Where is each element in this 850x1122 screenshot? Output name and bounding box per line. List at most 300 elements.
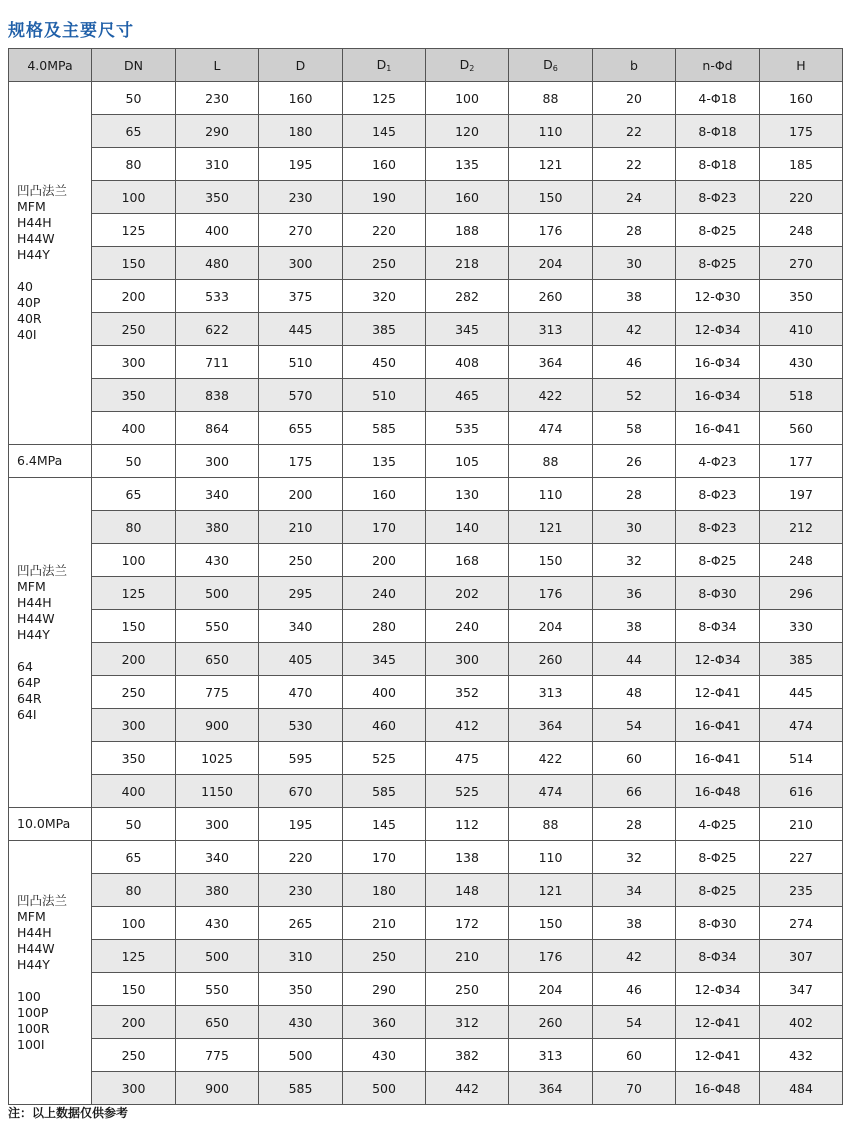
table-cell: 500 — [176, 577, 259, 610]
table-body — [9, 82, 843, 1105]
table-cell: 330 — [760, 610, 843, 643]
table-cell: 16-Φ48 — [676, 775, 760, 808]
header-l: L — [176, 49, 259, 82]
table-cell: 300 — [92, 1072, 176, 1105]
table-cell: 70 — [593, 1072, 676, 1105]
table-cell: 8-Φ30 — [676, 907, 760, 940]
table-cell: 250 — [259, 544, 343, 577]
model-line: H44Y — [17, 956, 50, 972]
table-cell: 711 — [176, 346, 259, 379]
table-cell: 12-Φ41 — [676, 676, 760, 709]
table-cell: 300 — [426, 643, 509, 676]
table-row — [9, 445, 843, 478]
page-title: 规格及主要尺寸 — [8, 21, 134, 41]
table-cell: 220 — [760, 181, 843, 214]
table-cell: 202 — [426, 577, 509, 610]
table-cell: 112 — [426, 808, 509, 841]
table-cell: 210 — [426, 940, 509, 973]
table-cell: 475 — [426, 742, 509, 775]
table-cell: 160 — [426, 181, 509, 214]
table-cell: 210 — [343, 907, 426, 940]
table-cell: 410 — [760, 313, 843, 346]
table-cell: 230 — [259, 874, 343, 907]
table-cell: 350 — [760, 280, 843, 313]
table-cell: 430 — [343, 1039, 426, 1072]
table-cell: 300 — [176, 808, 259, 841]
model-line: 64R — [17, 690, 42, 706]
table-cell: 240 — [343, 577, 426, 610]
table-cell: 445 — [760, 676, 843, 709]
table-cell: 352 — [426, 676, 509, 709]
table-cell: 150 — [92, 247, 176, 280]
table-cell: 400 — [92, 412, 176, 445]
table-cell: 8-Φ25 — [676, 874, 760, 907]
table-cell: 30 — [593, 511, 676, 544]
table-cell: 176 — [509, 940, 593, 973]
table-cell: 22 — [593, 115, 676, 148]
table-cell: 290 — [343, 973, 426, 1006]
model-line: H44Y — [17, 626, 50, 642]
table-cell: 347 — [760, 973, 843, 1006]
table-cell: 46 — [593, 973, 676, 1006]
pressure-label: 6.4MPa — [9, 445, 92, 478]
table-row — [9, 1072, 843, 1105]
table-cell: 32 — [593, 841, 676, 874]
table-cell: 66 — [593, 775, 676, 808]
table-cell: 105 — [426, 445, 509, 478]
table-cell: 185 — [760, 148, 843, 181]
table-cell: 120 — [426, 115, 509, 148]
table-cell: 42 — [593, 940, 676, 973]
table-cell: 8-Φ23 — [676, 181, 760, 214]
table-cell: 34 — [593, 874, 676, 907]
table-cell: 265 — [259, 907, 343, 940]
table-cell: 12-Φ34 — [676, 313, 760, 346]
table-row — [9, 841, 843, 874]
table-cell: 80 — [92, 148, 176, 181]
table-cell: 530 — [259, 709, 343, 742]
table-cell: 350 — [92, 379, 176, 412]
table-cell: 125 — [92, 214, 176, 247]
table-cell: 160 — [760, 82, 843, 115]
table-cell: 110 — [509, 841, 593, 874]
header-d1 — [343, 49, 426, 82]
table-cell: 88 — [509, 445, 593, 478]
table-cell: 260 — [509, 643, 593, 676]
table-cell: 8-Φ23 — [676, 478, 760, 511]
table-cell: 200 — [343, 544, 426, 577]
table-cell: 88 — [509, 808, 593, 841]
table-cell: 50 — [92, 445, 176, 478]
header-d1-label: $D_1$ — [376, 57, 392, 73]
table-row — [9, 775, 843, 808]
table-cell: 480 — [176, 247, 259, 280]
table-cell: 8-Φ23 — [676, 511, 760, 544]
table-cell: 364 — [509, 709, 593, 742]
table-cell: 8-Φ34 — [676, 610, 760, 643]
table-cell: 52 — [593, 379, 676, 412]
table-cell: 400 — [92, 775, 176, 808]
table-cell: 670 — [259, 775, 343, 808]
table-row — [9, 1039, 843, 1072]
table-cell: 195 — [259, 808, 343, 841]
table-cell: 150 — [92, 973, 176, 1006]
table-cell: 364 — [509, 346, 593, 379]
table-row — [9, 115, 843, 148]
table-cell: 432 — [760, 1039, 843, 1072]
header-d2 — [426, 49, 509, 82]
table-cell: 250 — [343, 940, 426, 973]
table-cell: 180 — [343, 874, 426, 907]
table-cell: 510 — [259, 346, 343, 379]
table-row — [9, 511, 843, 544]
model-line: 凹凸法兰 — [17, 183, 68, 198]
table-cell: 310 — [176, 148, 259, 181]
table-cell: 200 — [92, 643, 176, 676]
table-cell: 54 — [593, 1006, 676, 1039]
table-cell: 12-Φ41 — [676, 1006, 760, 1039]
table-cell: 838 — [176, 379, 259, 412]
table-cell: 550 — [176, 610, 259, 643]
model-line: H44Y — [17, 247, 50, 262]
table-cell: 138 — [426, 841, 509, 874]
table-cell: 177 — [760, 445, 843, 478]
table-cell: 500 — [343, 1072, 426, 1105]
table-cell: 405 — [259, 643, 343, 676]
table-cell: 8-Φ18 — [676, 148, 760, 181]
table-row — [9, 742, 843, 775]
table-row — [9, 940, 843, 973]
table-cell: 100 — [426, 82, 509, 115]
table-cell: 408 — [426, 346, 509, 379]
table-cell: 190 — [343, 181, 426, 214]
header-row — [9, 49, 843, 82]
table-row — [9, 313, 843, 346]
table-cell: 150 — [92, 610, 176, 643]
table-cell: 340 — [176, 841, 259, 874]
table-cell: 204 — [509, 610, 593, 643]
table-row — [9, 709, 843, 742]
table-cell: 170 — [343, 841, 426, 874]
table-cell: 80 — [92, 874, 176, 907]
table-cell: 250 — [92, 676, 176, 709]
table-cell: 250 — [92, 1039, 176, 1072]
table-cell: 380 — [176, 511, 259, 544]
table-cell: 22 — [593, 148, 676, 181]
table-row — [9, 610, 843, 643]
table-cell: 24 — [593, 181, 676, 214]
table-cell: 585 — [343, 412, 426, 445]
table-cell: 188 — [426, 214, 509, 247]
table-cell: 313 — [509, 676, 593, 709]
table-cell: 176 — [509, 577, 593, 610]
table-row — [9, 1006, 843, 1039]
table-cell: 422 — [509, 742, 593, 775]
table-cell: 38 — [593, 280, 676, 313]
table-cell: 250 — [343, 247, 426, 280]
table-cell: 313 — [509, 1039, 593, 1072]
model-line: 100R — [17, 1020, 50, 1036]
model-line: 100P — [17, 1004, 49, 1020]
table-cell: 422 — [509, 379, 593, 412]
table-cell: 535 — [426, 412, 509, 445]
table-cell: 616 — [760, 775, 843, 808]
table-cell: 300 — [92, 346, 176, 379]
table-cell: 4-Φ23 — [676, 445, 760, 478]
table-cell: 235 — [760, 874, 843, 907]
table-cell: 430 — [760, 346, 843, 379]
table-row — [9, 907, 843, 940]
table-cell: 260 — [509, 280, 593, 313]
table-cell: 204 — [509, 973, 593, 1006]
table-cell: 240 — [426, 610, 509, 643]
table-cell: 248 — [760, 214, 843, 247]
table-row — [9, 280, 843, 313]
model-line: 40P — [17, 295, 41, 310]
table-cell: 16-Φ41 — [676, 412, 760, 445]
table-cell: 16-Φ41 — [676, 709, 760, 742]
table-cell: 313 — [509, 313, 593, 346]
table-cell: 8-Φ25 — [676, 841, 760, 874]
header-d6-label: $D_6$ — [543, 57, 558, 73]
table-row — [9, 181, 843, 214]
table-cell: 274 — [760, 907, 843, 940]
table-cell: 145 — [343, 808, 426, 841]
table-cell: 260 — [509, 1006, 593, 1039]
model-line: H44W — [17, 940, 55, 956]
table-cell: 26 — [593, 445, 676, 478]
table-cell: 8-Φ34 — [676, 940, 760, 973]
table-cell: 560 — [760, 412, 843, 445]
table-row — [9, 643, 843, 676]
model-description — [9, 82, 92, 445]
table-cell: 474 — [509, 412, 593, 445]
table-cell: 585 — [343, 775, 426, 808]
table-cell: 300 — [92, 709, 176, 742]
table-cell: 345 — [426, 313, 509, 346]
table-cell: 8-Φ30 — [676, 577, 760, 610]
header-b: b — [593, 49, 676, 82]
table-row — [9, 247, 843, 280]
model-line: H44H — [17, 594, 52, 610]
table-row — [9, 214, 843, 247]
header-subscript: 1 — [386, 64, 392, 73]
table-cell: 340 — [176, 478, 259, 511]
table-cell: 16-Φ48 — [676, 1072, 760, 1105]
table-cell: 296 — [760, 577, 843, 610]
table-cell: 655 — [259, 412, 343, 445]
table-cell: 385 — [760, 643, 843, 676]
table-cell: 500 — [259, 1039, 343, 1072]
table-cell: 180 — [259, 115, 343, 148]
table-cell: 310 — [259, 940, 343, 973]
table-row — [9, 874, 843, 907]
table-cell: 290 — [176, 115, 259, 148]
table-cell: 345 — [343, 643, 426, 676]
table-cell: 168 — [426, 544, 509, 577]
table-cell: 220 — [343, 214, 426, 247]
table-cell: 474 — [760, 709, 843, 742]
model-line: 40 — [17, 279, 33, 294]
table-cell: 500 — [176, 940, 259, 973]
table-cell: 160 — [343, 478, 426, 511]
table-cell: 42 — [593, 313, 676, 346]
table-row — [9, 676, 843, 709]
model-line: 100I — [17, 1036, 45, 1052]
table-cell: 175 — [760, 115, 843, 148]
table-row — [9, 412, 843, 445]
table-cell: 145 — [343, 115, 426, 148]
table-cell: 150 — [509, 181, 593, 214]
table-cell: 204 — [509, 247, 593, 280]
table-cell: 175 — [259, 445, 343, 478]
table-cell: 585 — [259, 1072, 343, 1105]
table-cell: 650 — [176, 1006, 259, 1039]
table-cell: 160 — [343, 148, 426, 181]
table-cell: 121 — [509, 148, 593, 181]
table-cell: 200 — [259, 478, 343, 511]
header-d6 — [509, 49, 593, 82]
table-cell: 312 — [426, 1006, 509, 1039]
table-cell: 140 — [426, 511, 509, 544]
table-cell: 533 — [176, 280, 259, 313]
table-cell: 250 — [92, 313, 176, 346]
table-cell: 375 — [259, 280, 343, 313]
header-d: D — [259, 49, 343, 82]
table-cell: 8-Φ25 — [676, 214, 760, 247]
table-cell: 900 — [176, 1072, 259, 1105]
table-cell: 595 — [259, 742, 343, 775]
table-cell: 60 — [593, 742, 676, 775]
table-cell: 60 — [593, 1039, 676, 1072]
model-line: 40R — [17, 311, 42, 326]
table-cell: 210 — [259, 511, 343, 544]
table-row — [9, 379, 843, 412]
table-cell: 402 — [760, 1006, 843, 1039]
table-row — [9, 148, 843, 181]
table-cell: 218 — [426, 247, 509, 280]
footnote: 注：以上数据仅供参考 — [8, 1106, 129, 1120]
table-cell: 110 — [509, 478, 593, 511]
table-cell: 50 — [92, 808, 176, 841]
table-cell: 48 — [593, 676, 676, 709]
table-cell: 100 — [92, 181, 176, 214]
table-cell: 200 — [92, 1006, 176, 1039]
table-cell: 864 — [176, 412, 259, 445]
table-cell: 28 — [593, 808, 676, 841]
model-line: H44H — [17, 924, 52, 940]
table-cell: 230 — [259, 181, 343, 214]
table-cell: 412 — [426, 709, 509, 742]
table-row — [9, 577, 843, 610]
table-cell: 88 — [509, 82, 593, 115]
table-cell: 12-Φ34 — [676, 973, 760, 1006]
model-line: 100 — [17, 988, 41, 1004]
table-cell: 220 — [259, 841, 343, 874]
table-cell: 514 — [760, 742, 843, 775]
table-cell: 125 — [92, 940, 176, 973]
header-subscript: 6 — [552, 64, 558, 73]
model-line: 凹凸法兰 — [17, 562, 68, 578]
table-cell: 465 — [426, 379, 509, 412]
table-cell: 364 — [509, 1072, 593, 1105]
table-cell: 295 — [259, 577, 343, 610]
table-cell: 270 — [259, 214, 343, 247]
table-cell: 100 — [92, 907, 176, 940]
table-cell: 12-Φ41 — [676, 1039, 760, 1072]
table-row — [9, 544, 843, 577]
table-cell: 125 — [343, 82, 426, 115]
table-cell: 30 — [593, 247, 676, 280]
table-cell: 58 — [593, 412, 676, 445]
table-cell: 382 — [426, 1039, 509, 1072]
table-cell: 1025 — [176, 742, 259, 775]
model-line: MFM — [17, 578, 46, 594]
table-cell: 400 — [176, 214, 259, 247]
spec-table — [8, 48, 843, 1105]
table-cell: 160 — [259, 82, 343, 115]
table-cell: 121 — [509, 874, 593, 907]
table-cell: 340 — [259, 610, 343, 643]
table-cell: 280 — [343, 610, 426, 643]
table-cell: 16-Φ41 — [676, 742, 760, 775]
table-cell: 65 — [92, 841, 176, 874]
table-cell: 200 — [92, 280, 176, 313]
model-line: H44H — [17, 215, 52, 230]
table-cell: 125 — [92, 577, 176, 610]
table-cell: 400 — [343, 676, 426, 709]
model-line: MFM — [17, 908, 46, 924]
table-cell: 210 — [760, 808, 843, 841]
table-cell: 300 — [176, 445, 259, 478]
table-cell: 150 — [509, 544, 593, 577]
table-cell: 212 — [760, 511, 843, 544]
table-cell: 248 — [760, 544, 843, 577]
header-h: H — [760, 49, 843, 82]
table-cell: 176 — [509, 214, 593, 247]
table-cell: 197 — [760, 478, 843, 511]
table-cell: 350 — [92, 742, 176, 775]
table-cell: 484 — [760, 1072, 843, 1105]
table-cell: 350 — [176, 181, 259, 214]
table-cell: 65 — [92, 115, 176, 148]
table-cell: 385 — [343, 313, 426, 346]
model-line — [17, 643, 91, 659]
table-row — [9, 346, 843, 379]
table-cell: 307 — [760, 940, 843, 973]
model-line: 64 — [17, 658, 33, 674]
table-cell: 36 — [593, 577, 676, 610]
table-cell: 150 — [509, 907, 593, 940]
table-cell: 4-Φ18 — [676, 82, 760, 115]
table-cell: 450 — [343, 346, 426, 379]
table-row — [9, 808, 843, 841]
table-cell: 12-Φ30 — [676, 280, 760, 313]
table-cell: 32 — [593, 544, 676, 577]
table-cell: 622 — [176, 313, 259, 346]
table-cell: 100 — [92, 544, 176, 577]
table-cell: 135 — [343, 445, 426, 478]
table-cell: 12-Φ34 — [676, 643, 760, 676]
table-cell: 28 — [593, 214, 676, 247]
table-cell: 16-Φ34 — [676, 379, 760, 412]
table-cell: 270 — [760, 247, 843, 280]
table-cell: 470 — [259, 676, 343, 709]
table-cell: 20 — [593, 82, 676, 115]
model-line: H44W — [17, 610, 55, 626]
table-cell: 510 — [343, 379, 426, 412]
model-line — [17, 263, 91, 279]
